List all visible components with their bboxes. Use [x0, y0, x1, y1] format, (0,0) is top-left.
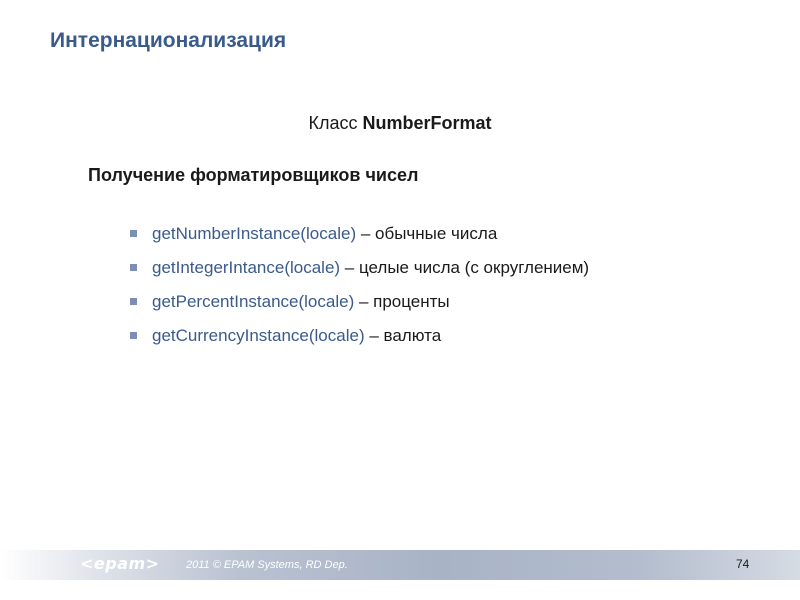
square-bullet-icon [130, 230, 137, 237]
method-description: – проценты [354, 292, 450, 311]
slide-title: Интернационализация [50, 29, 287, 52]
list-item [130, 292, 589, 326]
method-name: getPercentInstance(locale) [152, 292, 355, 311]
copyright-text: 2011 © EPAM Systems, RD Dep. [186, 559, 348, 571]
class-prefix: Класс [308, 113, 363, 133]
square-bullet-icon [130, 332, 137, 339]
page-number: 74 [736, 557, 750, 571]
class-line [0, 113, 800, 134]
list-item [130, 326, 589, 360]
method-description: – целые числа (с округлением) [340, 258, 590, 277]
method-description: – валюта [364, 326, 442, 345]
class-name: NumberFormat [362, 113, 492, 133]
method-description: – обычные числа [356, 224, 498, 243]
method-name: getCurrencyInstance(locale) [152, 326, 365, 345]
section-heading: Получение форматировщиков чисел [88, 165, 419, 185]
bullet-list [130, 224, 589, 360]
list-item [130, 224, 589, 258]
list-item [130, 258, 589, 292]
square-bullet-icon [130, 264, 137, 271]
epam-logo: <epam> [80, 554, 160, 573]
method-name: getNumberInstance(locale) [152, 224, 357, 243]
method-name: getIntegerIntance(locale) [152, 258, 341, 277]
square-bullet-icon [130, 298, 137, 305]
